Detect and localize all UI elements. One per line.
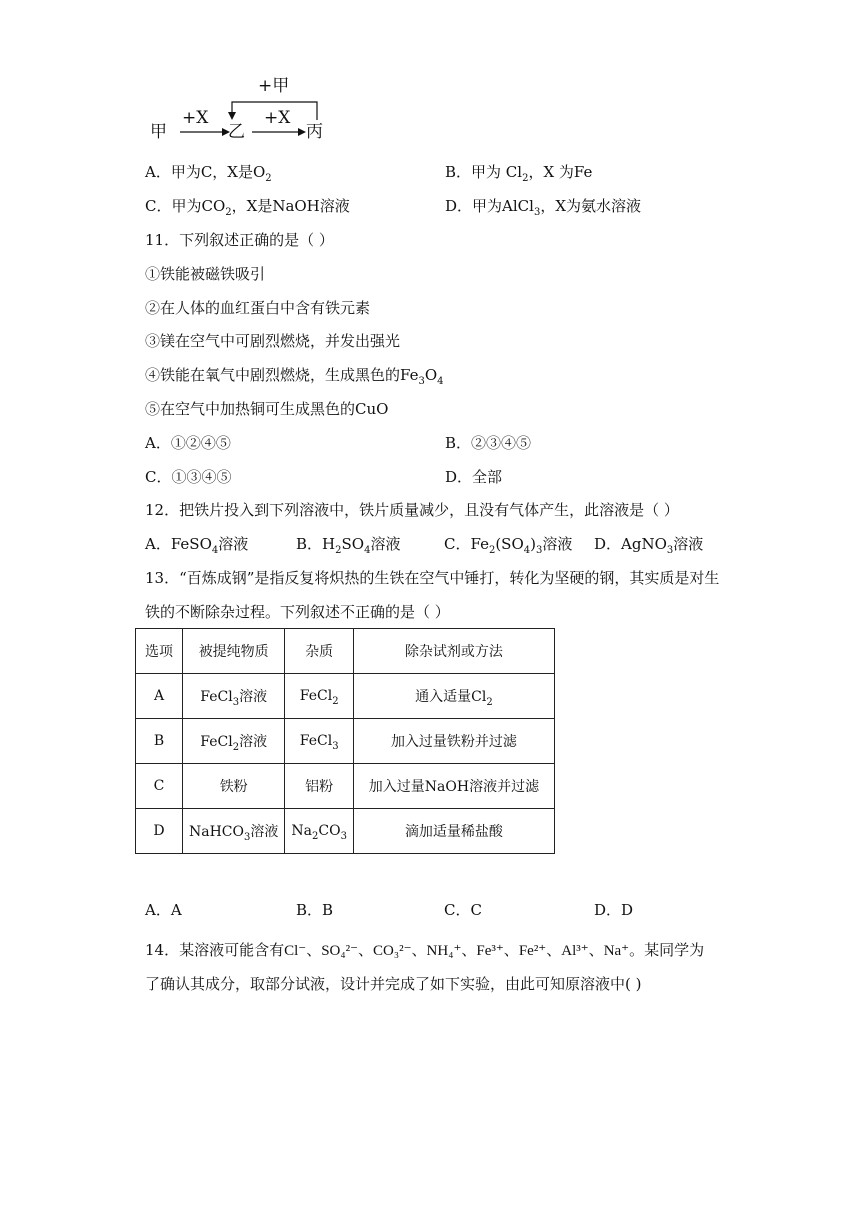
q11-option-c: C．①③④⑤ (145, 468, 232, 486)
q13-stem-line2: 铁的不断除杂过程。下列叙述不正确的是（ ） (145, 603, 450, 621)
ion-item: Fe²⁺ (518, 943, 547, 959)
ion-separator: 、 (503, 943, 519, 959)
q13-option-d: D．D (594, 901, 634, 919)
species-end: 丙 (306, 122, 323, 142)
q11-statement-3: ③镁在空气中可剧烈燃烧，并发出强光 (145, 332, 401, 350)
q12-option-a: A．FeSO$_4$溶液 (145, 535, 249, 556)
ion-item: Cl⁻ (284, 943, 307, 959)
table-row: D NaHCO$_3$溶液 $Na_2CO_3$ 滴加适量稀盐酸 (136, 809, 555, 854)
q10-option-b: B．甲为 $Cl_2$，X 为Fe (445, 163, 593, 184)
q11-statement-4: ④铁能在氧气中剧烈燃烧，生成黑色的$Fe_3O_4$ (145, 366, 444, 387)
ion-separator: 、 (588, 943, 604, 959)
table-row: B FeCl$_2$溶液 FeCl$_3$ 加入过量铁粉并过滤 (136, 719, 555, 764)
q11-statement-1: ①铁能被磁铁吸引 (145, 265, 266, 283)
header-option: 选项 (136, 629, 183, 674)
q11-statement-5: ⑤在空气中加热铜可生成黑色的CuO (145, 400, 389, 418)
header-impurity: 杂质 (285, 629, 354, 674)
q13-table (135, 628, 555, 854)
header-method: 除杂试剂或方法 (353, 629, 554, 674)
q14-stem-line2: 了确认其成分，取部分试液，设计并完成了如下实验，由此可知原溶液中( ) (145, 975, 642, 993)
species-start: 甲 (150, 122, 167, 142)
ion-separator: 、 (461, 943, 477, 959)
q13-option-c: C．C (444, 901, 482, 919)
q10-option-d: D．甲为AlCl$_3$，X为氨水溶液 (445, 197, 641, 218)
ion-item: Fe³⁺ (476, 943, 504, 959)
ion-separator: 、 (358, 943, 374, 959)
q10-option-c: C．甲为$CO_2$，X是NaOH溶液 (145, 197, 350, 218)
q14-stem-line1: 14．某溶液可能含有Cl⁻、SO₄²⁻、CO₃²⁻、NH₄⁺、Fe³⁺、Fe²⁺、Al³⁺、Na⁺。某同学为 (145, 941, 705, 959)
q13-stem-line1: 13．“百炼成钢”是指反复将炽热的生铁在空气中锤打，转化为坚硬的钢，其实质是对生 (145, 569, 720, 587)
reaction-diagram (140, 72, 340, 152)
ion-list (284, 943, 629, 959)
back-label: +甲 (258, 76, 290, 96)
table-header-row (136, 629, 555, 674)
q11-stem: 11．下列叙述正确的是（ ） (145, 231, 334, 249)
ion-item: NH₄⁺ (426, 943, 462, 959)
q11-statement-2: ②在人体的血红蛋白中含有铁元素 (145, 299, 371, 317)
q10-option-a: A．甲为C，X是$O_2$ (145, 163, 272, 184)
arrow1-label: +X (182, 108, 209, 128)
q11-option-d: D．全部 (445, 468, 503, 486)
q11-option-a: A．①②④⑤ (145, 434, 231, 452)
q13-option-b: B．B (296, 901, 334, 919)
ion-item: SO₄²⁻ (321, 943, 359, 959)
q12-option-b: B．$H_2SO_4$溶液 (296, 535, 401, 556)
table-row: C 铁粉 铝粉 加入过量NaOH溶液并过滤 (136, 764, 555, 809)
header-substance: 被提纯物质 (183, 629, 285, 674)
q11-option-b: B．②③④⑤ (445, 434, 532, 452)
table-row: A FeCl$_3$溶液 FeCl$_2$ 通入适量$Cl_2$ (136, 674, 555, 719)
q13-option-a: A．A (145, 901, 182, 919)
q12-stem: 12．把铁片投入到下列溶液中，铁片质量减少，且没有气体产生，此溶液是（ ） (145, 501, 679, 519)
ion-item: Al³⁺ (561, 943, 589, 959)
ion-item: Na⁺ (603, 943, 630, 959)
arrow2-label: +X (264, 108, 291, 128)
ion-separator: 、 (306, 943, 322, 959)
ion-item: CO₃²⁻ (373, 943, 412, 959)
ion-separator: 、 (546, 943, 562, 959)
ion-separator: 、 (411, 943, 427, 959)
species-middle: 乙 (228, 122, 245, 142)
q12-option-c: C．$Fe_2(SO_4)_3$溶液 (444, 535, 573, 556)
q12-option-d: D．AgNO$_3$溶液 (594, 535, 704, 556)
